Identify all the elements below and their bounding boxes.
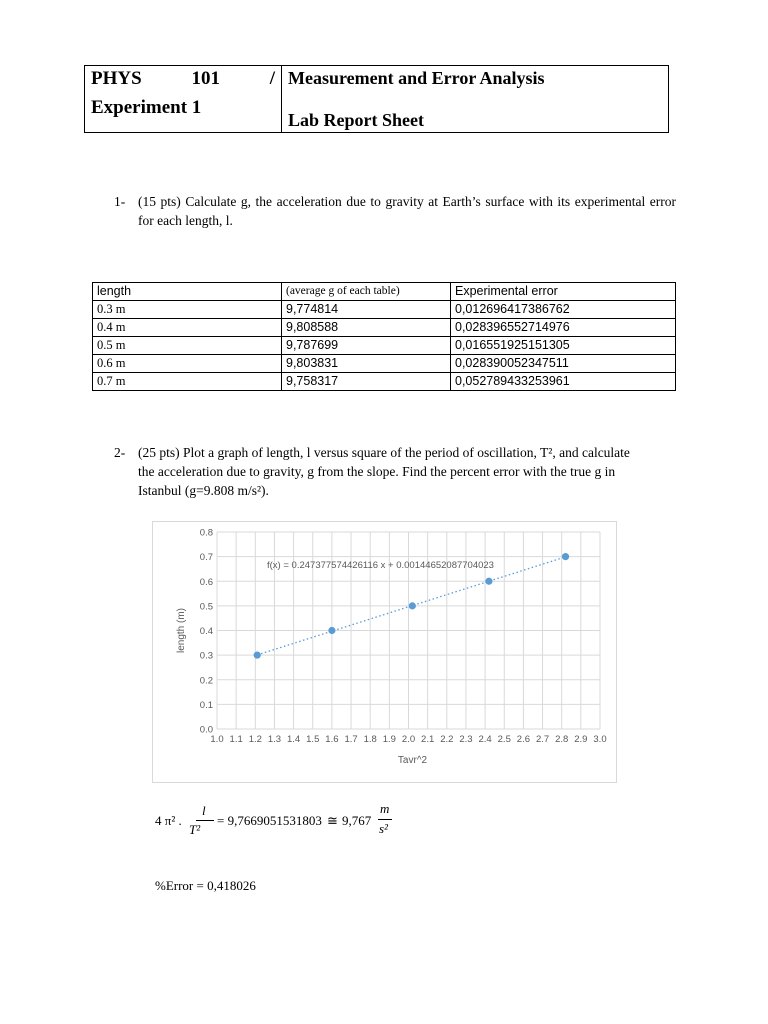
table-header-cell: (average g of each table) [282, 283, 451, 301]
course-code: PHYS [91, 68, 142, 89]
question-1 [114, 192, 676, 232]
x-tick-label: 1.3 [267, 734, 282, 745]
x-tick-label: 2.7 [535, 734, 550, 745]
table-cell: 0.3 m [93, 301, 282, 319]
course-number: 101 [191, 68, 220, 89]
table-cell: 0,028396552714976 [451, 319, 676, 337]
formula-coefficient: 4 π² . [155, 813, 182, 828]
x-tick-label: 3.0 [593, 734, 607, 745]
x-tick-label: 2.3 [459, 734, 473, 745]
question-2-line-2: the acceleration due to gravity, g from the slope. Find the percent error with the true g in [138, 464, 616, 479]
formula-numerator: l [202, 803, 206, 818]
formula-unit-bar [378, 819, 392, 820]
x-tick-label: 2.8 [555, 734, 569, 745]
formula-result: = 9,7669051531803 [217, 813, 322, 828]
header-course-line [91, 68, 275, 90]
trendline-equation: f(x) = 0.247377574426116 x + 0.00144652087704023 [267, 560, 494, 571]
table-row [93, 355, 676, 373]
x-tick-label: 1.1 [229, 734, 243, 745]
x-tick-label: 2.5 [497, 734, 511, 745]
table-cell: 0,012696417386762 [451, 301, 676, 319]
header-right-cell [282, 66, 669, 133]
table-cell: 9,774814 [282, 301, 451, 319]
x-axis-title: Tavr^2 [397, 755, 428, 766]
data-point [485, 578, 492, 585]
x-tick-label: 2.9 [574, 734, 588, 745]
x-tick-label: 1.6 [325, 734, 339, 745]
x-tick-label: 2.0 [401, 734, 416, 745]
y-tick-label: 0.4 [199, 626, 213, 637]
table-row [93, 301, 676, 319]
y-tick-label: 0.7 [199, 552, 213, 564]
x-tick-label: 2.6 [516, 734, 531, 745]
table-cell: 0,016551925151305 [451, 337, 676, 355]
g-formula [155, 801, 455, 845]
table-cell: 9,758317 [282, 373, 451, 391]
g-results-table [92, 282, 676, 391]
y-tick-label: 0.0 [199, 724, 213, 736]
question-1-number: 1- [114, 194, 126, 209]
x-tick-label: 1.7 [344, 734, 358, 745]
length-vs-period-chart [153, 522, 616, 782]
table-row [93, 337, 676, 355]
question-2 [114, 443, 676, 503]
x-tick-label: 2.2 [440, 734, 454, 745]
header-slash: / [269, 68, 275, 89]
data-point [254, 652, 261, 659]
report-title: Measurement and Error Analysis [288, 68, 545, 88]
table-cell: 9,787699 [282, 337, 451, 355]
table-cell: 0,028390052347511 [451, 355, 676, 373]
formula-fraction-bar [196, 820, 214, 821]
y-tick-label: 0.1 [199, 699, 213, 711]
question-2-line-1: (25 pts) Plot a graph of length, l versus square of the period of oscillation, T², and calculate [138, 445, 630, 460]
table-header-cell: Experimental error [451, 283, 676, 301]
table-row [93, 319, 676, 337]
x-tick-label: 2.4 [478, 734, 492, 745]
data-point [328, 627, 335, 634]
header-left-cell [85, 66, 282, 133]
formula-approx-sign: ≅ [327, 813, 338, 828]
table-header-row [93, 283, 676, 301]
table-cell: 0.6 m [93, 355, 282, 373]
table-cell: 0.5 m [93, 337, 282, 355]
table-cell: 9,803831 [282, 355, 451, 373]
x-tick-label: 1.9 [382, 734, 396, 745]
x-tick-label: 1.2 [248, 734, 262, 745]
table-cell: 0.7 m [93, 373, 282, 391]
header-table [84, 65, 669, 133]
y-tick-label: 0.2 [199, 675, 213, 687]
chart-container [152, 521, 617, 783]
question-1-text: (15 pts) Calculate g, the acceleration due to gravity at Earth’s surface with its experimental error for each length, l. [138, 194, 676, 228]
formula-unit-denominator: s² [379, 821, 388, 836]
table-cell: 0,052789433253961 [451, 373, 676, 391]
x-tick-label: 2.1 [421, 734, 435, 745]
y-axis-title: length (m) [176, 607, 187, 654]
formula-denominator: T² [189, 822, 201, 837]
x-tick-label: 1.4 [286, 734, 301, 745]
x-tick-label: 1.0 [210, 734, 224, 745]
formula-unit-numerator: m [380, 801, 390, 816]
x-tick-label: 1.5 [306, 734, 320, 745]
question-2-line-3: Istanbul (g=9.808 m/s²). [138, 483, 269, 498]
percent-error: %Error = 0,418026 [155, 878, 256, 893]
table-cell: 0.4 m [93, 319, 282, 337]
y-tick-label: 0.5 [199, 601, 213, 613]
formula-rounded-value: 9,767 [342, 813, 372, 828]
data-point [562, 553, 569, 560]
table-cell: 9,808588 [282, 319, 451, 337]
y-tick-label: 0.6 [199, 576, 213, 588]
data-point [409, 602, 416, 609]
x-tick-label: 1.8 [363, 734, 377, 745]
y-tick-label: 0.8 [199, 527, 213, 539]
experiment-label: Experiment 1 [91, 97, 202, 118]
table-header-cell: length [93, 283, 282, 301]
table-row [93, 373, 676, 391]
question-2-text [138, 443, 676, 500]
y-tick-label: 0.3 [199, 650, 213, 662]
report-subtitle: Lab Report Sheet [288, 110, 424, 130]
question-2-number: 2- [114, 445, 126, 460]
